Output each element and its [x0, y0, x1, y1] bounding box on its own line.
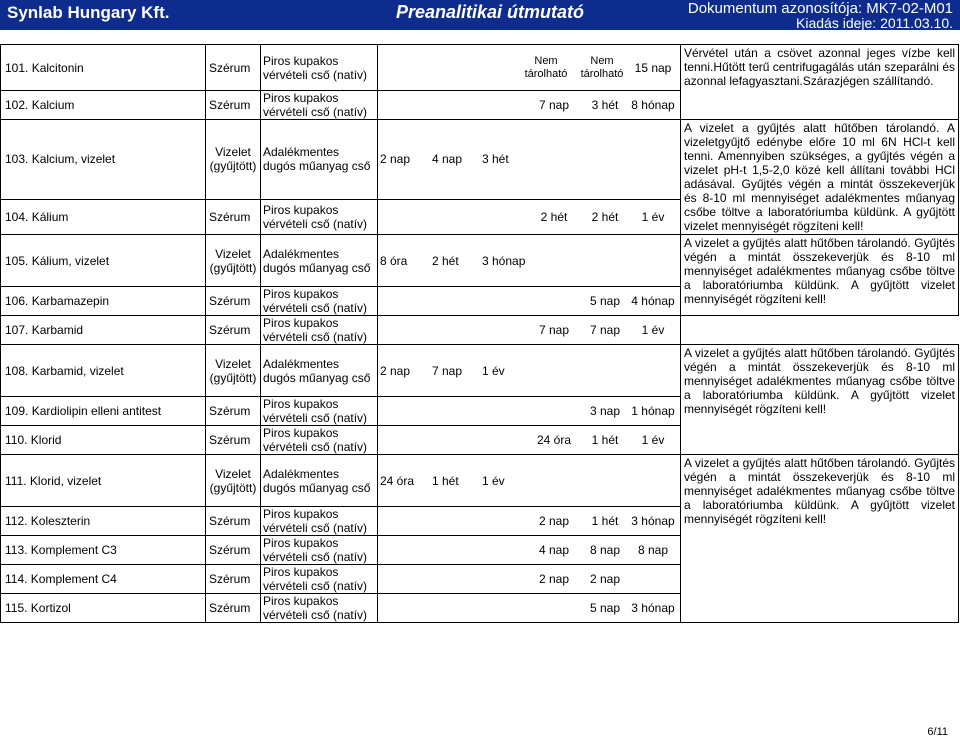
- storage-value: 1 hét: [591, 514, 619, 528]
- container-type: Adalékmentes dugós műanyag cső: [261, 235, 378, 287]
- table-row: [1, 120, 959, 200]
- test-name: 109. Kardiolipin elleni antitest: [1, 397, 206, 426]
- test-name: 105. Kálium, vizelet: [1, 235, 206, 287]
- specimen-type: Szérum: [206, 507, 261, 536]
- storage-value: 2 nap: [380, 363, 411, 378]
- storage-value: 8 nap: [589, 543, 621, 557]
- container-type: Piros kupakos vérvételi cső (natív): [261, 507, 378, 536]
- storage-times: [378, 536, 681, 565]
- container-type: Adalékmentes dugós műanyag cső: [261, 345, 378, 397]
- storage-value: 4 hónap: [631, 294, 675, 308]
- container-type: Piros kupakos vérvételi cső (natív): [261, 45, 378, 91]
- storage-value: 3 nap: [589, 404, 621, 418]
- storage-times: [378, 397, 681, 426]
- storage-value: 2 hét: [540, 209, 568, 224]
- storage-value: 24 óra: [536, 433, 572, 447]
- test-name: 107. Karbamid: [1, 316, 206, 345]
- test-name: 110. Klorid: [1, 426, 206, 455]
- storage-header: [378, 55, 680, 81]
- container-type: Piros kupakos vérvételi cső (natív): [261, 594, 378, 623]
- table-row: [1, 455, 959, 507]
- storage-header-cell: Nem tárolható: [524, 54, 568, 80]
- storage-value: 3 hónap: [631, 601, 675, 615]
- handling-note: Vérvétel után a csövet azonnal jeges vízbe kell tenni.Hűtött terű centrifugagálás után szeparálni és azonnal lefagyasztani.Szárazjégen szállítandó.: [681, 45, 959, 120]
- storage-times: [378, 345, 681, 397]
- storage-value: 2 hét: [591, 209, 619, 224]
- storage-header-cell: Nem tárolható: [580, 54, 624, 80]
- storage-times: [378, 91, 681, 120]
- container-type: Piros kupakos vérvételi cső (natív): [261, 426, 378, 455]
- storage-value: 1 év: [482, 363, 505, 378]
- test-name: 104. Kálium: [1, 199, 206, 234]
- container-type: Piros kupakos vérvételi cső (natív): [261, 199, 378, 234]
- specimen-type: Szérum: [206, 594, 261, 623]
- page-number: 6/11: [927, 726, 948, 738]
- specimen-type: Vizelet (gyűjtött): [206, 345, 261, 397]
- test-table: [0, 44, 959, 623]
- specimen-type: Szérum: [206, 91, 261, 120]
- document-id: Dokumentum azonosítója: MK7-02-M01: [687, 0, 953, 17]
- storage-value: 3 hónap: [482, 253, 526, 268]
- storage-times: [378, 316, 681, 345]
- storage-times: [378, 455, 681, 507]
- test-name: 114. Komplement C4: [1, 565, 206, 594]
- storage-value: 3 hét: [591, 98, 619, 112]
- specimen-type: Vizelet (gyűjtött): [206, 235, 261, 287]
- container-type: Piros kupakos vérvételi cső (natív): [261, 287, 378, 316]
- handling-note: A vizelet a gyűjtés alatt hűtőben tárolandó. Gyűjtés végén a mintát összekeverjük és 8-10 ml mennyiséget adalékmentes műanyag csőbe töltve a laboratóriumba küldünk. A gyűjtött vizelet mennyiségét rögzíteni kell!: [681, 235, 959, 316]
- specimen-type: Szérum: [206, 199, 261, 234]
- container-type: Adalékmentes dugós műanyag cső: [261, 120, 378, 200]
- container-type: Piros kupakos vérvételi cső (natív): [261, 397, 378, 426]
- test-name: 115. Kortizol: [1, 594, 206, 623]
- container-type: Piros kupakos vérvételi cső (natív): [261, 565, 378, 594]
- storage-times: [378, 594, 681, 623]
- test-name: 113. Komplement C3: [1, 536, 206, 565]
- specimen-type: Szérum: [206, 426, 261, 455]
- storage-value: 24 óra: [380, 473, 415, 488]
- specimen-type: Szérum: [206, 45, 261, 91]
- specimen-type: Vizelet (gyűjtött): [206, 455, 261, 507]
- specimen-type: Szérum: [206, 316, 261, 345]
- storage-times: [378, 235, 681, 287]
- company-name: Synlab Hungary Kft.: [7, 3, 170, 22]
- handling-note: A vizelet a gyűjtés alatt hűtőben tárolandó. A vizeletgyűjtő edénybe előre 10 ml 6N HCl-t kell tenni. Amennyiben szükséges, a gyűjtés végén a vizelet pH-t 1,5-2,0 közé kell állítani további HCl adásával. Gyűjtés végén a mintát összekeverjük és 8-10 ml mennyiséget adalékmentes műanyag csőbe töltve a laboratóriumba küldünk. A gyűjtött vizelet mennyiségét rögzíteni kell!: [681, 120, 959, 235]
- storage-value: 2 hét: [432, 253, 459, 268]
- storage-times: [378, 565, 681, 594]
- storage-value: 8 nap: [637, 543, 669, 557]
- test-name: 106. Karbamazepin: [1, 287, 206, 316]
- storage-value: 7 nap: [538, 323, 570, 337]
- handling-note: A vizelet a gyűjtés alatt hűtőben tárolandó. Gyűjtés végén a mintát összekeverjük és 8-10 ml mennyiséget adalékmentes műanyag csőbe töltve a laboratóriumba küldünk. A gyűjtött vizelet mennyiségét rögzíteni kell!: [681, 345, 959, 455]
- storage-times: [378, 287, 681, 316]
- test-name: 108. Karbamid, vizelet: [1, 345, 206, 397]
- storage-value: 1 év: [641, 209, 665, 224]
- specimen-type: Szérum: [206, 565, 261, 594]
- storage-value: 1 év: [641, 323, 665, 337]
- storage-value: 4 nap: [432, 152, 463, 167]
- storage-value: 7 nap: [432, 363, 463, 378]
- test-name: 102. Kalcium: [1, 91, 206, 120]
- container-type: Piros kupakos vérvételi cső (natív): [261, 91, 378, 120]
- test-name: 112. Koleszterin: [1, 507, 206, 536]
- storage-times: [378, 199, 681, 234]
- storage-value: 4 nap: [538, 543, 570, 557]
- test-name: 111. Klorid, vizelet: [1, 455, 206, 507]
- storage-header-cell: 15 nap: [634, 60, 672, 75]
- storage-value: 7 nap: [589, 323, 621, 337]
- table-row: [1, 235, 959, 287]
- handling-note: A vizelet a gyűjtés alatt hűtőben tárolandó. Gyűjtés végén a mintát összekeverjük és 8-10 ml mennyiséget adalékmentes műanyag csőbe töltve a laboratóriumba küldünk. A gyűjtött vizelet mennyiségét rögzíteni kell!: [681, 455, 959, 623]
- container-type: Piros kupakos vérvételi cső (natív): [261, 316, 378, 345]
- test-name: 103. Kalcium, vizelet: [1, 120, 206, 200]
- table-row: [1, 316, 959, 345]
- specimen-type: Szérum: [206, 397, 261, 426]
- storage-value: 2 nap: [538, 514, 570, 528]
- storage-times: [378, 120, 681, 200]
- storage-value: 5 nap: [589, 601, 621, 615]
- table-row: [1, 45, 959, 91]
- storage-times: [378, 507, 681, 536]
- storage-value: 8 óra: [380, 253, 408, 268]
- storage-value: 1 hónap: [631, 404, 675, 418]
- storage-value: 1 év: [482, 473, 505, 488]
- storage-value: 1 hét: [591, 433, 619, 447]
- storage-value: 1 év: [641, 433, 665, 447]
- document-title: Preanalitikai útmutató: [396, 2, 585, 22]
- storage-value: 3 hét: [482, 152, 509, 167]
- issue-date: Kiadás ideje: 2011.03.10.: [796, 15, 953, 31]
- storage-value: 2 nap: [538, 572, 570, 586]
- storage-value: 5 nap: [589, 294, 621, 308]
- specimen-type: Vizelet (gyűjtött): [206, 120, 261, 200]
- table-row: [1, 345, 959, 397]
- storage-value: 8 hónap: [631, 98, 675, 112]
- specimen-type: Szérum: [206, 536, 261, 565]
- specimen-type: Szérum: [206, 287, 261, 316]
- storage-value: 2 nap: [589, 572, 621, 586]
- storage-times: [378, 45, 681, 91]
- container-type: Piros kupakos vérvételi cső (natív): [261, 536, 378, 565]
- storage-times: [378, 426, 681, 455]
- test-name: 101. Kalcitonin: [1, 45, 206, 91]
- storage-value: 1 hét: [432, 473, 459, 488]
- storage-value: 7 nap: [538, 98, 570, 112]
- page-header: [0, 0, 960, 30]
- storage-value: 2 nap: [380, 152, 411, 167]
- storage-value: 3 hónap: [631, 514, 675, 528]
- container-type: Adalékmentes dugós műanyag cső: [261, 455, 378, 507]
